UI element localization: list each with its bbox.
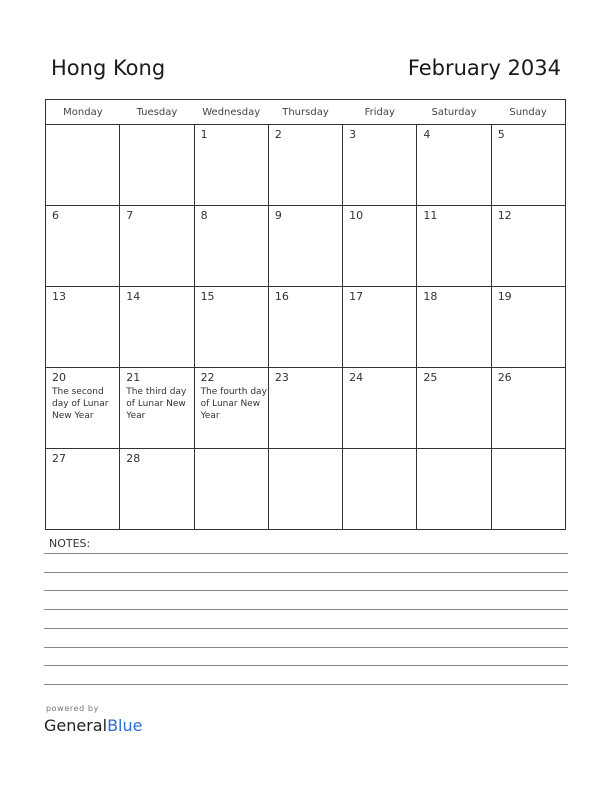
weekday-wednesday: Wednesday	[194, 100, 268, 125]
day-number: 11	[423, 209, 438, 222]
empty-day-cell	[343, 449, 417, 530]
day-cell-9	[268, 206, 342, 287]
day-number: 1	[200, 128, 208, 141]
notes-line	[44, 609, 568, 610]
logo-text-general: General	[44, 716, 108, 735]
empty-day-cell	[268, 449, 342, 530]
day-number: 15	[200, 290, 215, 303]
day-number: 10	[349, 209, 364, 222]
week-row	[46, 368, 566, 449]
day-cell-4	[417, 125, 491, 206]
empty-day-cell	[120, 125, 194, 206]
notes-line	[44, 647, 568, 648]
day-cell-14	[120, 287, 194, 368]
day-number: 16	[274, 290, 289, 303]
day-cell-17	[343, 287, 417, 368]
weekday-saturday: Saturday	[417, 100, 491, 125]
day-number: 20	[52, 371, 66, 384]
day-cell-15	[194, 287, 268, 368]
day-cell-20	[46, 368, 120, 449]
notes-line	[44, 628, 568, 629]
notes-label: NOTES:	[49, 537, 91, 550]
logo-text-blue: Blue	[107, 716, 143, 735]
day-cell-16	[268, 287, 342, 368]
day-number: 3	[349, 128, 357, 141]
day-number: 12	[497, 209, 512, 222]
day-number: 7	[126, 209, 134, 222]
empty-day-cell	[46, 125, 120, 206]
day-number: 23	[274, 371, 289, 384]
day-cell-18	[417, 287, 491, 368]
day-cell-12	[491, 206, 565, 287]
weekday-friday: Friday	[343, 100, 417, 125]
day-cell-25	[417, 368, 491, 449]
notes-line	[44, 553, 568, 554]
notes-line	[44, 665, 568, 666]
day-number: 13	[52, 290, 66, 303]
day-cell-28	[120, 449, 194, 530]
generalblue-logo	[44, 716, 142, 735]
week-row	[46, 449, 566, 530]
day-number: 21	[126, 371, 141, 384]
day-cell-3	[343, 125, 417, 206]
day-cell-13	[46, 287, 120, 368]
day-number: 17	[349, 290, 364, 303]
day-number: 25	[423, 371, 438, 384]
day-cell-7	[120, 206, 194, 287]
empty-day-cell	[417, 449, 491, 530]
day-number: 19	[497, 290, 512, 303]
day-number: 9	[274, 209, 282, 222]
week-row	[46, 206, 566, 287]
day-number: 6	[52, 209, 59, 222]
day-number: 18	[423, 290, 438, 303]
weekday-thursday: Thursday	[268, 100, 342, 125]
calendar-grid	[45, 99, 566, 530]
day-number: 27	[52, 452, 66, 465]
day-number: 2	[274, 128, 282, 141]
day-number: 5	[497, 128, 505, 141]
week-row	[46, 287, 566, 368]
day-cell-24	[343, 368, 417, 449]
day-cell-23	[268, 368, 342, 449]
day-cell-6	[46, 206, 120, 287]
day-cell-19	[491, 287, 565, 368]
day-cell-5	[491, 125, 565, 206]
powered-by-text: powered by	[46, 704, 99, 713]
notes-line	[44, 590, 568, 591]
weekday-sunday: Sunday	[491, 100, 565, 125]
day-cell-1	[194, 125, 268, 206]
holiday-label: The fourth day of Lunar New Year	[200, 387, 267, 421]
day-cell-21	[120, 368, 194, 449]
notes-line	[44, 684, 568, 685]
empty-day-cell	[491, 449, 565, 530]
day-cell-27	[46, 449, 120, 530]
day-cell-22	[194, 368, 268, 449]
weekday-monday: Monday	[46, 100, 120, 125]
day-number: 8	[200, 209, 208, 222]
empty-day-cell	[194, 449, 268, 530]
country-title: Hong Kong	[51, 56, 166, 80]
week-row	[46, 125, 566, 206]
holiday-label: The third day of Lunar New Year	[126, 387, 187, 421]
day-number: 14	[126, 290, 141, 303]
weekday-tuesday: Tuesday	[120, 100, 194, 125]
day-number: 26	[497, 371, 512, 384]
day-cell-11	[417, 206, 491, 287]
day-number: 28	[126, 452, 141, 465]
day-number: 24	[349, 371, 364, 384]
month-year-title: February 2034	[407, 56, 561, 80]
day-number: 4	[423, 128, 431, 141]
day-number: 22	[200, 371, 215, 384]
holiday-label: The second day of Lunar New Year	[52, 387, 109, 421]
day-cell-8	[194, 206, 268, 287]
weekday-header-row	[46, 100, 566, 125]
day-cell-2	[268, 125, 342, 206]
notes-line	[44, 572, 568, 573]
day-cell-26	[491, 368, 565, 449]
day-cell-10	[343, 206, 417, 287]
